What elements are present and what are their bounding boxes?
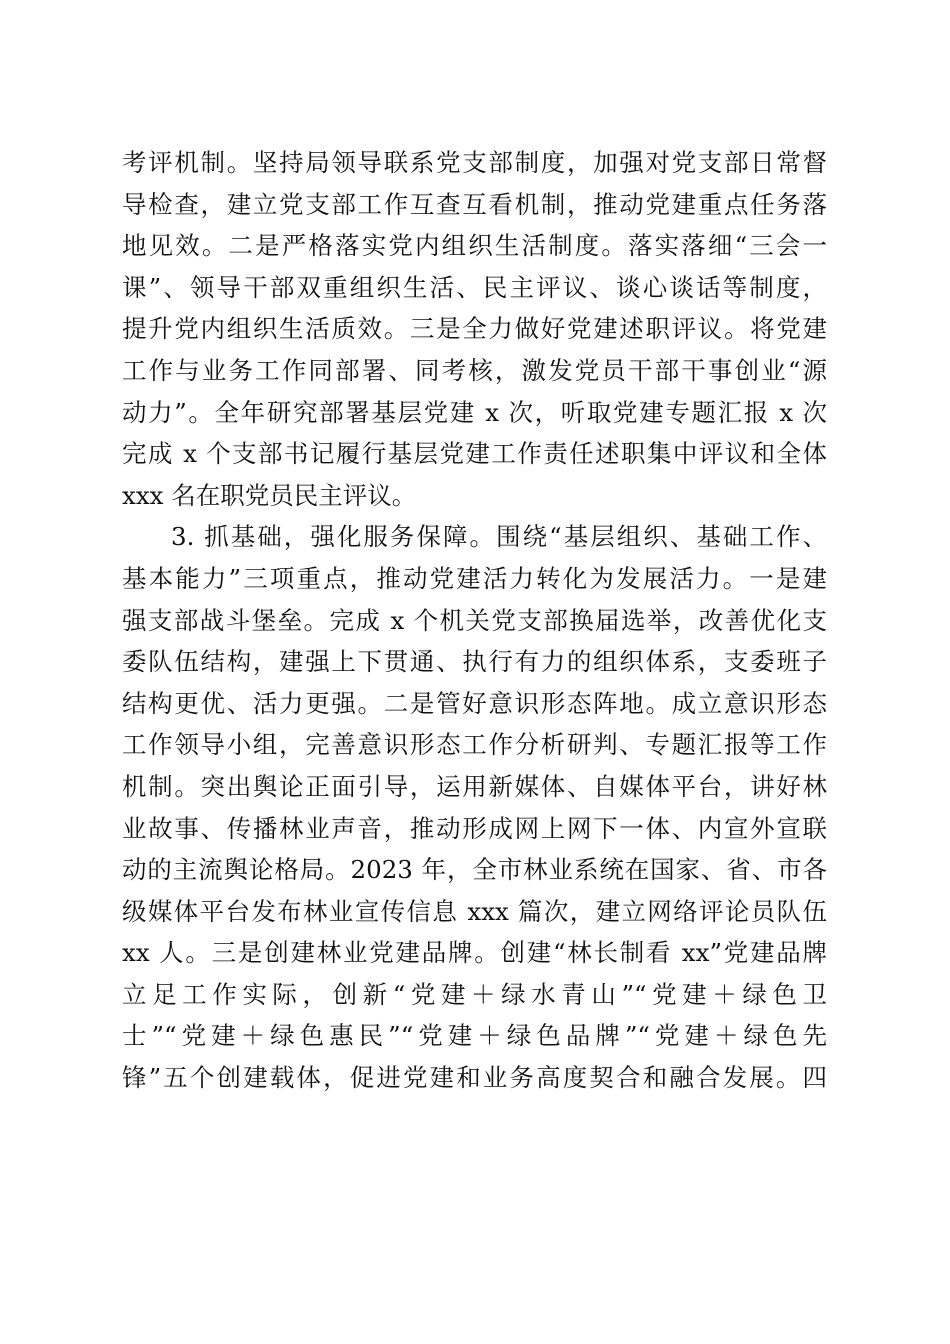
text-line: 基本能力”三项重点，推动党建活力转化为发展活力。一是建 [122,563,827,593]
text-line: 3. 抓基础，强化服务保障。围绕“基层组织、基础工作、 [171,522,827,552]
body-text [122,142,827,1099]
text-line: 立足工作实际，创新“党建＋绿水青山”“党建＋绿色卫 [122,979,827,1009]
text-line: 完成 x 个支部书记履行基层党建工作责任述职集中评议和全体 [122,439,827,469]
text-line: 锋”五个创建载体，促进党建和业务高度契合和融合发展。四 [122,1063,827,1093]
text-line: 机制。突出舆论正面引导，运用新媒体、自媒体平台，讲好林 [122,771,827,801]
text-line: 委队伍结构，建强上下贯通、执行有力的组织体系，支委班子 [122,647,827,677]
text-line: 课”、领导干部双重组织生活、民主评议、谈心谈话等制度， [122,272,827,302]
text-line: xx 人。三是创建林业党建品牌。创建“林长制看 xx”党建品牌 [122,938,827,968]
text-line: 地见效。二是严格落实党内组织生活制度。落实落细“三会一 [122,231,827,261]
text-line: 业故事、传播林业声音，推动形成网上网下一体、内宣外宣联 [122,813,827,843]
text-line: 工作与业务工作同部署、同考核，激发党员干部干事创业“源 [122,355,827,385]
text-line: xxx 名在职党员民主评议。 [122,480,417,510]
text-line: 动的主流舆论格局。2023 年，全市林业系统在国家、省、市各 [122,855,827,885]
text-line: 士”“党建＋绿色惠民”“党建＋绿色品牌”“党建＋绿色先 [122,1021,827,1051]
text-line: 级媒体平台发布林业宣传信息 xxx 篇次，建立网络评论员队伍 [122,896,827,926]
text-line: 考评机制。坚持局领导联系党支部制度，加强对党支部日常督 [122,148,827,177]
text-line: 结构更优、活力更强。二是管好意识形态阵地。成立意识形态 [122,688,827,718]
text-line: 提升党内组织生活质效。三是全力做好党建述职评议。将党建 [122,314,827,344]
text-line: 动力”。全年研究部署基层党建 x 次，听取党建专题汇报 x 次 [122,397,827,427]
text-line: 导检查，建立党支部工作互查互看机制，推动党建重点任务落 [122,189,827,219]
text-line: 工作领导小组，完善意识形态工作分析研判、专题汇报等工作 [122,730,827,760]
text-line: 强支部战斗堡垒。完成 x 个机关党支部换届选举，改善优化支 [122,605,827,635]
